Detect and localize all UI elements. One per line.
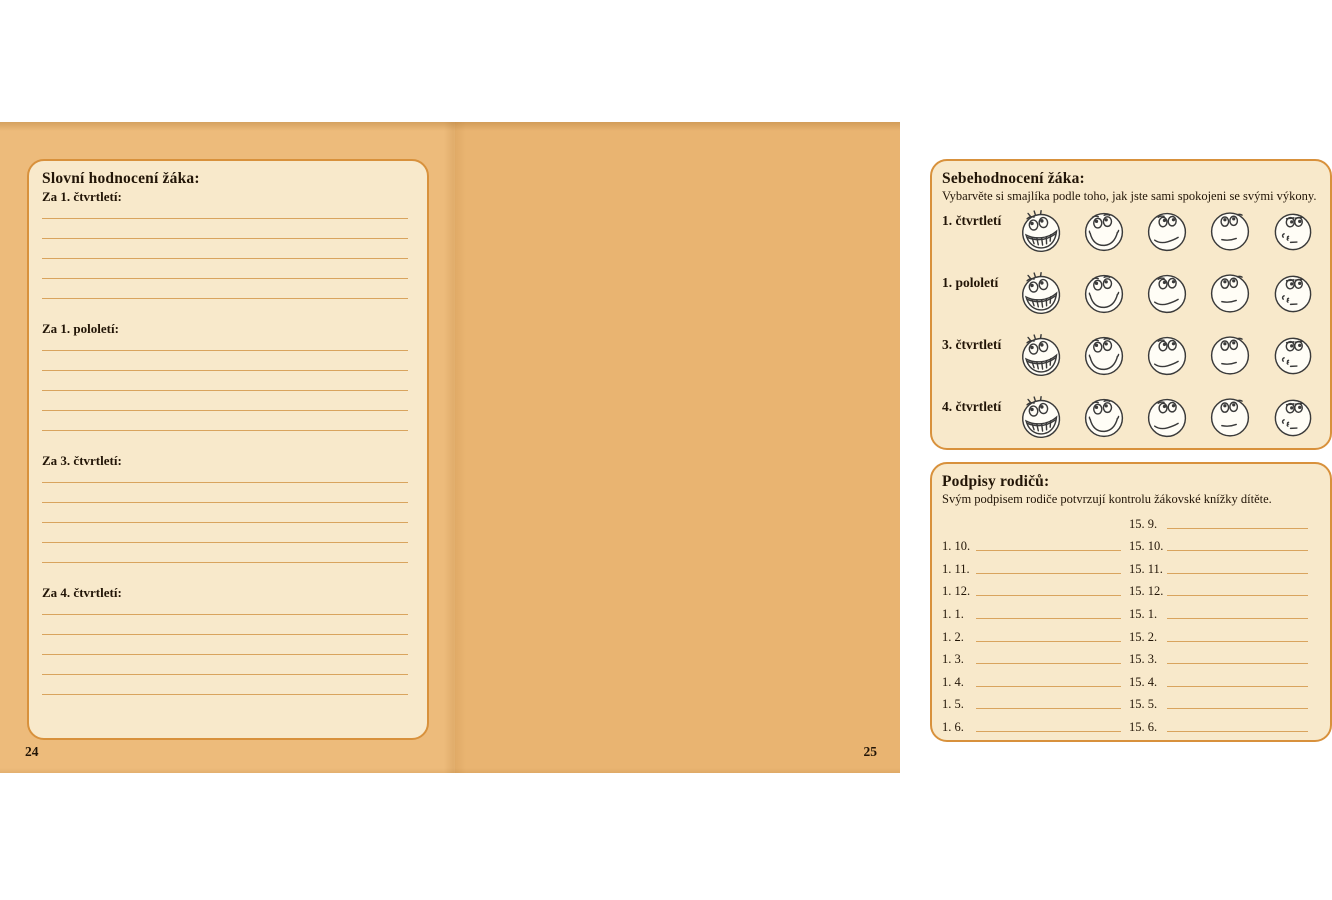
signature-row (942, 691, 1308, 714)
signature-right-cell (1129, 539, 1308, 555)
smiley-neutral-icon[interactable] (1198, 332, 1261, 378)
signature-line[interactable] (1167, 618, 1308, 619)
writing-line[interactable] (42, 503, 408, 523)
self-assessment-row-label: 4. čtvrtletí (942, 399, 1002, 414)
verbal-assessment-sections (42, 188, 408, 695)
signature-line[interactable] (1167, 686, 1308, 687)
writing-line[interactable] (42, 483, 408, 503)
signature-date-label: 15. 11. (1129, 561, 1163, 576)
signature-line[interactable] (1167, 641, 1308, 642)
smiley-slightly-happy-icon[interactable] (1135, 394, 1198, 440)
assessment-section-label: Za 3. čtvrtletí: (42, 453, 122, 468)
signature-date-label: 1. 11. (942, 561, 970, 576)
signature-line[interactable] (1167, 528, 1308, 529)
writing-line[interactable] (42, 655, 408, 675)
self-assessment-instruction: Vybarvěte si smajlíka podle toho, jak jste sami spokojeni se svými výkony. (942, 189, 1317, 203)
writing-line[interactable] (42, 675, 408, 695)
writing-line[interactable] (42, 411, 408, 431)
writing-line[interactable] (42, 543, 408, 563)
smiley-very-happy-icon[interactable] (1009, 332, 1072, 378)
writing-line[interactable] (42, 259, 408, 279)
signature-rows (942, 510, 1308, 736)
signature-line[interactable] (976, 731, 1121, 732)
self-assessment-row (942, 324, 1324, 386)
signature-right-cell (1129, 697, 1308, 713)
signature-row (942, 668, 1308, 691)
signature-date-label: 1. 3. (942, 652, 964, 667)
smiley-unhappy-icon[interactable] (1261, 394, 1324, 440)
signature-line[interactable] (976, 663, 1121, 664)
smiley-slightly-happy-icon[interactable] (1135, 332, 1198, 378)
assessment-section (42, 452, 408, 563)
self-assessment-rows (942, 200, 1324, 448)
self-assessment-row-label: 1. čtvrtletí (942, 213, 1002, 228)
signature-date-label: 15. 3. (1129, 652, 1158, 667)
signature-left-cell (942, 562, 1121, 578)
writing-line[interactable] (42, 279, 408, 299)
signature-row (942, 713, 1308, 736)
signature-date-label: 1. 6. (942, 719, 964, 734)
writing-line[interactable] (42, 219, 408, 239)
smiley-unhappy-icon[interactable] (1261, 270, 1324, 316)
signature-date-label: 15. 9. (1129, 516, 1158, 531)
smiley-slightly-happy-icon[interactable] (1135, 208, 1198, 254)
signature-left-cell (942, 697, 1121, 713)
signature-left-cell (942, 630, 1121, 646)
self-assessment-title: Sebehodnocení žáka: (942, 170, 1085, 187)
assessment-section-label: Za 1. čtvrtletí: (42, 189, 122, 204)
verbal-assessment-box (27, 159, 429, 740)
parent-signatures-title: Podpisy rodičů: (942, 473, 1050, 490)
self-assessment-row (942, 200, 1324, 262)
signature-date-label: 15. 10. (1129, 539, 1164, 554)
signature-date-label: 15. 2. (1129, 629, 1158, 644)
self-assessment-row-label: 3. čtvrtletí (942, 337, 1002, 352)
signature-date-label: 15. 1. (1129, 606, 1158, 621)
self-assessment-box (930, 159, 1332, 450)
signature-row (942, 623, 1308, 646)
parent-signatures-instruction: Svým podpisem rodiče potvrzují kontrolu žákovské knížky dítěte. (942, 492, 1272, 506)
signature-line[interactable] (976, 641, 1121, 642)
page-number-right: 25 (863, 744, 877, 759)
parent-signatures-box (930, 462, 1332, 742)
signature-line[interactable] (1167, 663, 1308, 664)
signature-right-cell (1129, 630, 1308, 646)
page-24 (0, 122, 455, 773)
signature-right-cell (1129, 720, 1308, 736)
page-25 (455, 122, 1317, 773)
self-assessment-row (942, 262, 1324, 324)
assessment-section-label: Za 1. pololetí: (42, 321, 119, 336)
signature-line[interactable] (1167, 550, 1308, 551)
assessment-section (42, 188, 408, 299)
smiley-unhappy-icon[interactable] (1261, 332, 1324, 378)
verbal-assessment-title: Slovní hodnocení žáka: (42, 170, 200, 187)
writing-line[interactable] (42, 391, 408, 411)
smiley-neutral-icon[interactable] (1198, 270, 1261, 316)
signature-left-cell (942, 607, 1121, 623)
signature-right-cell (1129, 675, 1308, 691)
signature-row (942, 646, 1308, 669)
signature-row (942, 600, 1308, 623)
signature-line[interactable] (976, 595, 1121, 596)
writing-line[interactable] (42, 635, 408, 655)
signature-left-cell (942, 528, 1121, 533)
signature-line[interactable] (976, 686, 1121, 687)
signature-date-label: 1. 12. (942, 584, 971, 599)
signature-line[interactable] (976, 618, 1121, 619)
smiley-slightly-happy-icon[interactable] (1135, 270, 1198, 316)
signature-line[interactable] (1167, 595, 1308, 596)
signature-row (942, 510, 1308, 533)
signature-right-cell (1129, 607, 1308, 623)
signature-date-label: 15. 6. (1129, 719, 1158, 734)
smiley-very-happy-icon[interactable] (1009, 270, 1072, 316)
smiley-unhappy-icon[interactable] (1261, 208, 1324, 254)
signature-line[interactable] (1167, 573, 1308, 574)
signature-date-label: 1. 4. (942, 674, 964, 689)
smiley-very-happy-icon[interactable] (1009, 208, 1072, 254)
page-number-left: 24 (25, 744, 39, 759)
signature-date-label: 1. 1. (942, 606, 964, 621)
signature-line[interactable] (976, 573, 1121, 574)
smiley-neutral-icon[interactable] (1198, 394, 1261, 440)
signature-left-cell (942, 720, 1121, 736)
writing-line[interactable] (42, 615, 408, 635)
smiley-happy-icon[interactable] (1072, 332, 1135, 378)
writing-line[interactable] (42, 239, 408, 259)
signature-date-label: 1. 5. (942, 697, 964, 712)
signature-right-cell (1129, 652, 1308, 668)
self-assessment-row-label: 1. pololetí (942, 275, 999, 290)
signature-left-cell (942, 584, 1121, 600)
signature-date-label: 15. 5. (1129, 697, 1158, 712)
signature-row (942, 578, 1308, 601)
writing-line[interactable] (42, 523, 408, 543)
smiley-neutral-icon[interactable] (1198, 208, 1261, 254)
assessment-section-label: Za 4. čtvrtletí: (42, 585, 122, 600)
smiley-happy-icon[interactable] (1072, 394, 1135, 440)
signature-right-cell (1129, 584, 1308, 600)
book-spread (0, 122, 1317, 773)
signature-line[interactable] (1167, 708, 1308, 709)
self-assessment-row (942, 386, 1324, 448)
writing-line[interactable] (42, 351, 408, 371)
signature-row (942, 555, 1308, 578)
signature-line[interactable] (976, 708, 1121, 709)
signature-date-label: 15. 12. (1129, 584, 1164, 599)
writing-line[interactable] (42, 371, 408, 391)
smiley-happy-icon[interactable] (1072, 270, 1135, 316)
book-spine-seam (444, 122, 466, 773)
signature-left-cell (942, 539, 1121, 555)
signature-date-label: 15. 4. (1129, 674, 1158, 689)
signature-right-cell (1129, 517, 1308, 533)
signature-left-cell (942, 675, 1121, 691)
signature-date-label: 1. 2. (942, 629, 964, 644)
signature-date-label: 1. 10. (942, 539, 971, 554)
signature-row (942, 533, 1308, 556)
smiley-very-happy-icon[interactable] (1009, 394, 1072, 440)
signature-line[interactable] (1167, 731, 1308, 732)
signature-left-cell (942, 652, 1121, 668)
smiley-happy-icon[interactable] (1072, 208, 1135, 254)
assessment-section (42, 320, 408, 431)
signature-line[interactable] (976, 550, 1121, 551)
assessment-section (42, 584, 408, 695)
signature-right-cell (1129, 562, 1308, 578)
